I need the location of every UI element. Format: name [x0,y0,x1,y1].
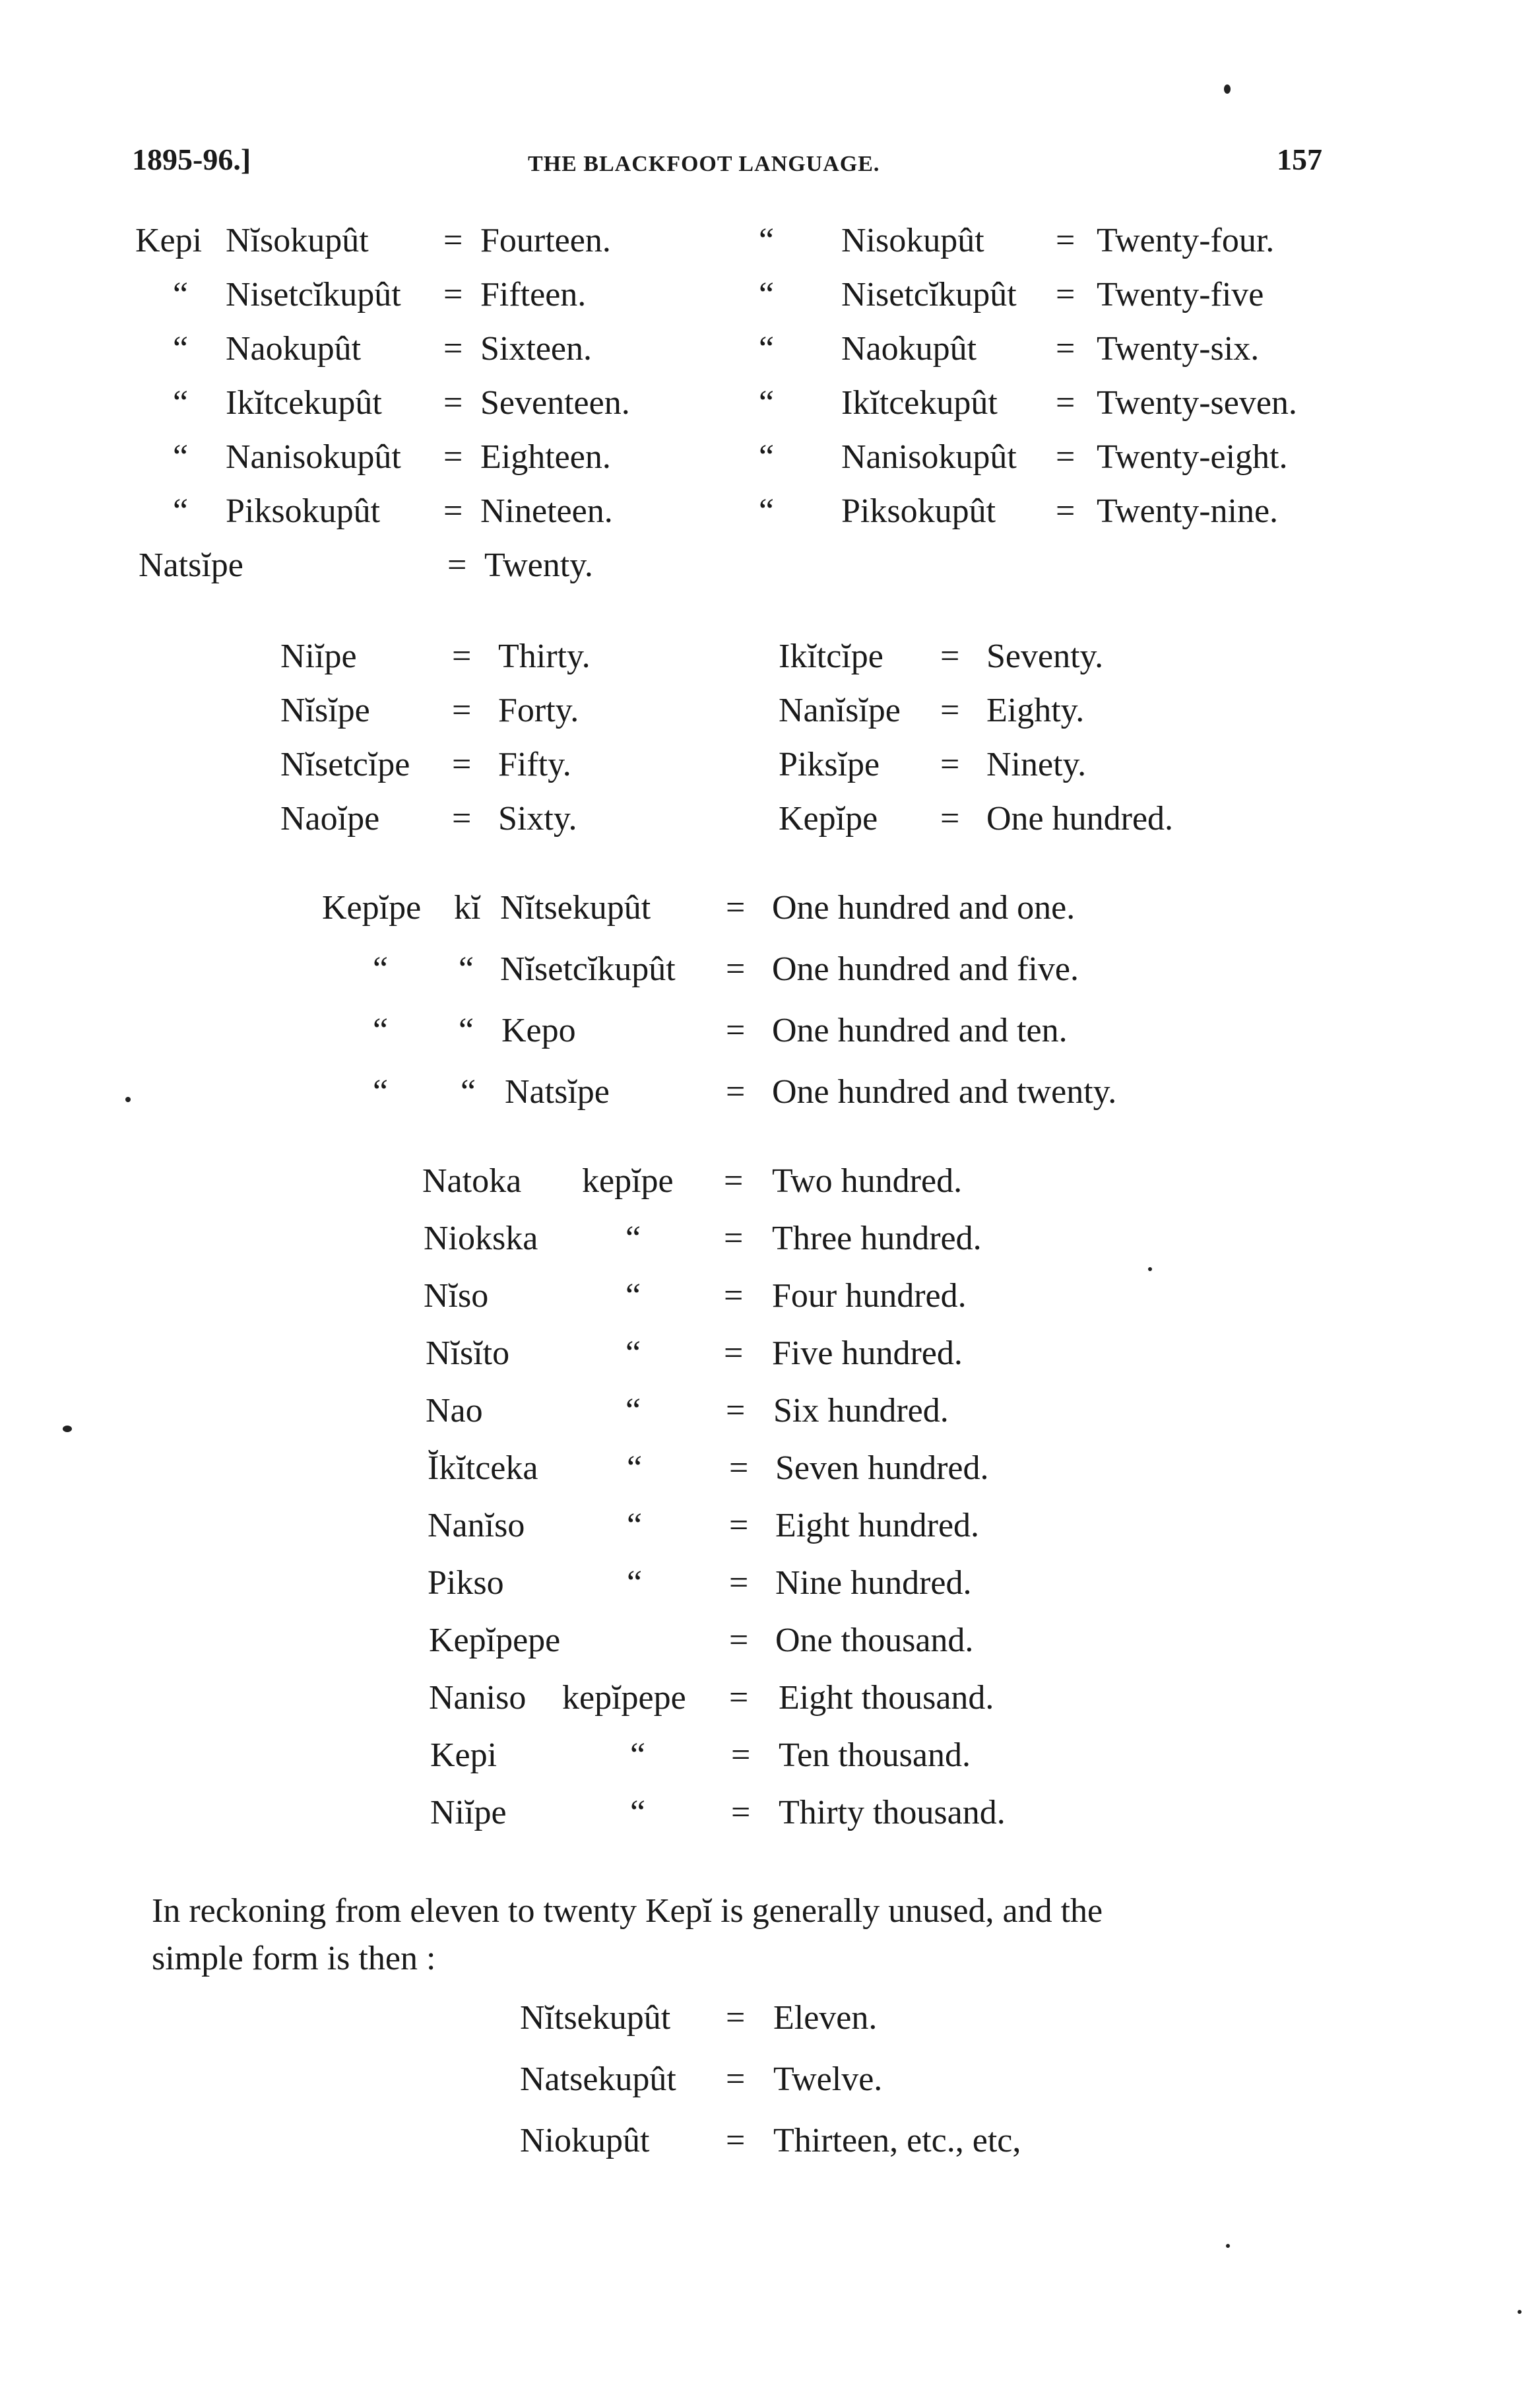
row-word: Ikĭtcekupût [226,384,382,422]
row-word: Nanĭso [428,1507,525,1544]
row-equals: = [724,1220,744,1257]
row-meaning: Ninety. [986,746,1087,783]
row-equals: = [731,1794,751,1831]
row-equals: = [447,546,467,584]
row-meaning: Two hundred. [772,1162,963,1200]
row-word-a: “ [373,1012,389,1049]
header-date: 1895-96.] [132,143,251,176]
row-multiplier: “ [626,1220,641,1257]
row-word: Nĭso [424,1277,489,1315]
row-word: Kepo [501,1012,576,1049]
scan-speck [1148,1267,1152,1271]
row-meaning: Eight thousand. [779,1679,994,1717]
row-word: Nao [426,1392,483,1430]
scan-speck [1224,84,1231,94]
row-word: Ikĭtcĭpe [779,638,883,675]
row-meaning: Nineteen. [480,492,613,530]
row-meaning: One hundred and five. [772,950,1079,988]
row-word: Nĭsokupût [226,222,369,259]
scan-speck [63,1426,72,1432]
scan-speck [1518,2310,1522,2314]
row-meaning: Five hundred. [772,1334,963,1372]
row-word: Nĭtsekupût [520,1999,671,2037]
row-equals: = [726,1073,746,1111]
paragraph-line: simple form is then : [152,1940,436,1977]
row-prefix: “ [173,384,189,422]
row-meaning: Nine hundred. [775,1564,972,1602]
row-multiplier: “ [627,1507,643,1544]
row-equals: = [443,438,463,476]
header-title: THE BLACKFOOT LANGUAGE. [528,152,880,176]
row-prefix: “ [173,438,189,476]
row-word: Nĭsĭto [426,1334,510,1372]
row-prefix: “ [759,276,775,313]
row-word: Naokupût [226,330,362,368]
row-meaning: Twenty-eight. [1097,438,1288,476]
row-equals: = [1056,276,1075,313]
row-equals: = [729,1564,749,1602]
row-word: Piksĭpe [779,746,880,783]
row-equals: = [940,746,960,783]
row-word: Nisetcĭkupût [841,276,1017,313]
row-word: Naokupût [841,330,977,368]
row-meaning: Twenty. [484,546,593,584]
row-equals: = [443,492,463,530]
row-equals: = [726,1012,746,1049]
row-word-b: “ [459,1012,474,1049]
row-equals: = [729,1622,749,1659]
row-equals: = [1056,438,1075,476]
row-equals: = [726,2060,746,2098]
row-word: Kepĭpepe [429,1622,561,1659]
row-word: Natoka [422,1162,522,1200]
row-meaning: Sixteen. [480,330,592,368]
row-word: Nisokupût [841,222,984,259]
row-equals: = [452,800,472,838]
row-equals: = [726,1999,746,2037]
row-meaning: Seventy. [986,638,1104,675]
row-meaning: Twenty-seven. [1097,384,1297,422]
row-equals: = [940,638,960,675]
row-prefix: “ [759,222,775,259]
row-meaning: Thirty. [498,638,591,675]
row-prefix: “ [759,492,775,530]
row-meaning: Seventeen. [480,384,630,422]
row-equals: = [452,692,472,729]
scan-speck [125,1097,131,1102]
row-meaning: Twenty-nine. [1097,492,1279,530]
row-word: Nĭsetcĭpe [280,746,410,783]
row-word: Niĭpe [280,638,357,675]
row-prefix: “ [759,330,775,368]
row-equals: = [731,1736,751,1774]
row-equals: = [443,222,463,259]
row-prefix: “ [173,276,189,313]
row-prefix: “ [173,330,189,368]
row-word: Niokska [424,1220,538,1257]
row-equals: = [1056,384,1075,422]
row-word: Nĭsetcĭkupût [500,950,676,988]
row-meaning: One hundred and one. [772,889,1075,927]
row-word: Nanisokupût [226,438,401,476]
row-equals: = [452,638,472,675]
row-multiplier: “ [627,1449,643,1487]
row-equals: = [940,800,960,838]
row-equals: = [729,1507,749,1544]
row-meaning: One hundred. [986,800,1174,838]
row-prefix: “ [173,492,189,530]
row-word: Nanĭsĭpe [779,692,901,729]
row-word-b: “ [461,1073,476,1111]
row-meaning: Sixty. [498,800,577,838]
row-prefix: Kepi [135,222,203,259]
row-meaning: Ten thousand. [779,1736,971,1774]
row-multiplier: “ [630,1736,646,1774]
row-equals: = [724,1162,744,1200]
row-prefix: “ [759,384,775,422]
row-word: Piksokupût [841,492,996,530]
row-equals: = [940,692,960,729]
row-word: Nisetcĭkupût [226,276,401,313]
row-word: Pikso [428,1564,504,1602]
row-equals: = [443,330,463,368]
row-meaning: Twelve. [773,2060,883,2098]
row-word: Natsekupût [520,2060,676,2098]
row-meaning: Fifty. [498,746,571,783]
row-meaning: Three hundred. [772,1220,982,1257]
row-word: Naoĭpe [280,800,380,838]
row-word-a: “ [373,1073,389,1111]
row-word-b: kĭ [454,889,481,927]
row-meaning: Fourteen. [480,222,611,259]
row-word-a: “ [373,950,389,988]
row-word: Naniso [429,1679,527,1717]
row-meaning: Six hundred. [773,1392,949,1430]
row-word: Kepi [430,1736,497,1774]
row-meaning: Twenty-four. [1097,222,1275,259]
row-equals: = [726,2122,746,2159]
row-meaning: Eighteen. [480,438,611,476]
row-meaning: Twenty-six. [1097,330,1260,368]
scan-speck [1226,2244,1230,2248]
row-word: Nĭsĭpe [280,692,370,729]
row-multiplier: kepĭpe [582,1162,674,1200]
row-meaning: Forty. [498,692,579,729]
row-equals: = [452,746,472,783]
row-equals: = [724,1277,744,1315]
row-meaning: Eleven. [773,1999,878,2037]
row-equals: = [729,1449,749,1487]
row-equals: = [726,950,746,988]
row-meaning: Fifteen. [480,276,587,313]
row-equals: = [1056,222,1075,259]
row-meaning: Thirty thousand. [779,1794,1006,1831]
row-word-a: Kepĭpe [322,889,422,927]
row-meaning: Four hundred. [772,1277,967,1315]
row-equals: = [1056,492,1075,530]
row-meaning: One hundred and ten. [772,1012,1068,1049]
row-meaning: Seven hundred. [775,1449,989,1487]
row-word: Kepĭpe [779,800,878,838]
row-meaning: Eight hundred. [775,1507,980,1544]
row-word: Ikĭtcekupût [841,384,998,422]
page-number: 157 [1277,143,1322,176]
row-word: Piksokupût [226,492,381,530]
row-multiplier: “ [630,1794,646,1831]
row-multiplier: “ [627,1564,643,1602]
row-equals: = [443,384,463,422]
row-equals: = [726,889,746,927]
body-paragraph [152,1888,1379,1983]
row-meaning: Twenty-five [1097,276,1264,313]
row-meaning: Thirteen, etc., etc, [773,2122,1021,2159]
row-word: Niokupût [520,2122,650,2159]
row-meaning: Eighty. [986,692,1085,729]
row-equals: = [1056,330,1075,368]
row-equals: = [726,1392,746,1430]
row-equals: = [724,1334,744,1372]
row-word: Nanisokupût [841,438,1017,476]
row-meaning: One hundred and twenty. [772,1073,1117,1111]
row-equals: = [443,276,463,313]
row-prefix: “ [759,438,775,476]
row-equals: = [729,1679,749,1717]
row-word-b: “ [459,950,474,988]
paragraph-line: In reckoning from eleven to twenty Kepĭ is generally unused, and the [152,1892,1103,1930]
row-multiplier: “ [626,1277,641,1315]
row-prefix: Natsĭpe [139,546,243,584]
row-word: Natsĭpe [505,1073,610,1111]
row-multiplier: “ [626,1334,641,1372]
row-multiplier: kepĭpepe [562,1679,686,1717]
row-word: Ĭkĭtceka [428,1449,538,1487]
row-word: Niĭpe [430,1794,507,1831]
row-multiplier: “ [626,1392,641,1430]
row-word: Nĭtsekupût [500,889,651,927]
row-meaning: One thousand. [775,1622,974,1659]
